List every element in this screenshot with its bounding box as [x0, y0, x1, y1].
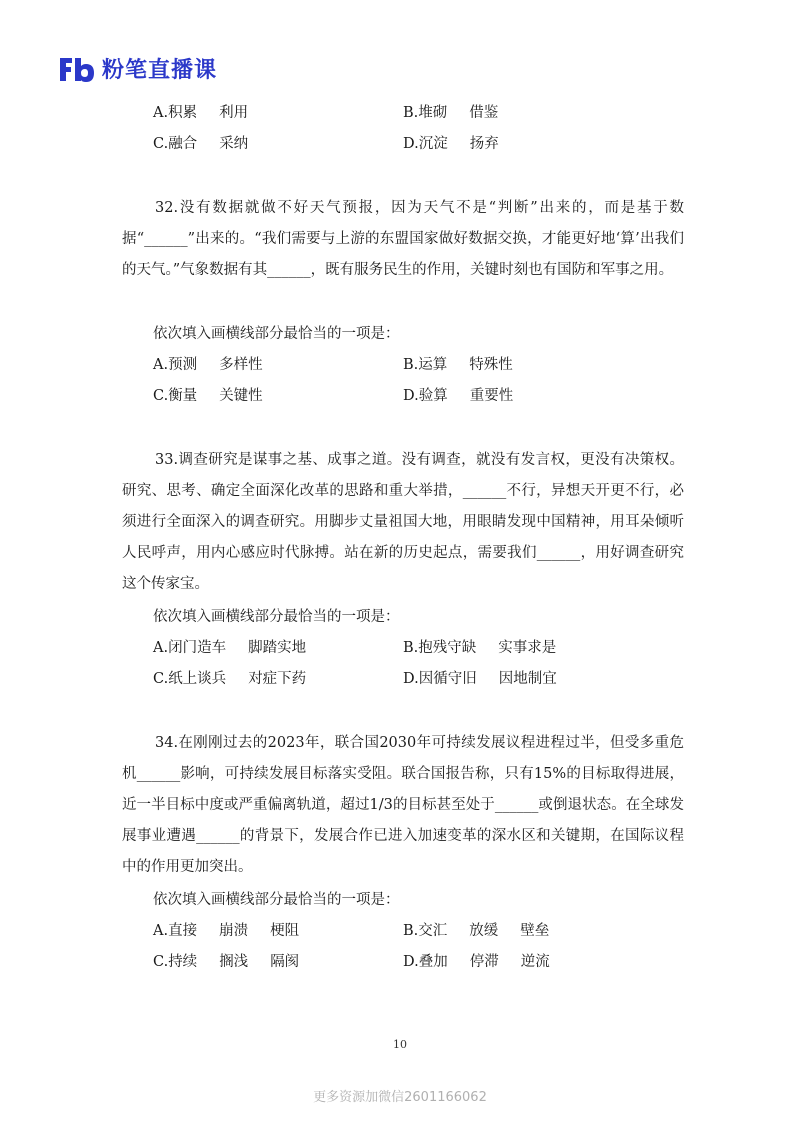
question-34-text: 34.在刚刚过去的2023年，联合国2030年可持续发展议程进程过半，但受多重危机______影响，可持续发展目标落实受阻。联合国报告称，只有15%的目标取得进展，近一半目标中度或严重偏离轨道，超过1/3的目标甚至处于______或倒退状态。在全球发展事业遭遇______的背景下，发展合作已进入加速变革的深水区和关键期，在国际议程中的作用更加突出。: [122, 735, 684, 875]
question-32: [122, 193, 684, 286]
question-34-instruction: 依次填入画横线部分最恰当的一项是：: [153, 892, 400, 908]
q34-option-a: A.直接 崩溃 梗阻: [153, 923, 300, 939]
q34-options-row-1: [153, 919, 713, 943]
q34-option-c: C.持续 搁浅 隔阂: [153, 954, 300, 970]
question-33-text: 33.调查研究是谋事之基、成事之道。没有调查，就没有发言权，更没有决策权。研究、思考、确定全面深化改革的思路和重大举措，______不行，异想天开更不行，必须进行全面深入的调查研究。用脚步丈量祖国大地，用眼睛发现中国精神，用耳朵倾听人民呼声，用内心感应时代脉搏。站在新的历史起点，需要我们______，用好调查研究这个传家宝。: [122, 452, 684, 592]
q31-option-a: A.积累 利用: [153, 105, 249, 121]
q31-options-row-2: [153, 132, 713, 156]
question-34: [122, 728, 684, 883]
q33-option-b: B.抱残守缺 实事求是: [403, 640, 557, 656]
question-33: [122, 445, 684, 600]
q32-options-row-2: [153, 384, 713, 408]
q32-option-c: C.衡量 关键性: [153, 388, 263, 404]
q33-option-c: C.纸上谈兵 对症下药: [153, 671, 307, 687]
question-32-instruction: 依次填入画横线部分最恰当的一项是：: [153, 326, 400, 342]
fenbi-fb-logo-icon: [58, 54, 96, 84]
q32-option-b: B.运算 特殊性: [403, 357, 513, 373]
watermark-text: 更多资源加微信2601166062: [313, 1090, 487, 1105]
q34-option-d: D.叠加 停滞 逆流: [403, 954, 550, 970]
brand-logo: [58, 53, 217, 84]
q31-option-d: D.沉淀 扬弃: [403, 136, 499, 152]
q33-options-row-2: [153, 667, 713, 691]
q33-option-d: D.因循守旧 因地制宜: [403, 671, 557, 687]
q31-option-b: B.堆砌 借鉴: [403, 105, 499, 121]
q34-option-b: B.交汇 放缓 壁垒: [403, 923, 550, 939]
q32-option-d: D.验算 重要性: [403, 388, 514, 404]
question-33-instruction: 依次填入画横线部分最恰当的一项是：: [153, 609, 400, 625]
q32-options-row-1: [153, 353, 713, 377]
q34-options-row-2: [153, 950, 713, 974]
q31-options-row-1: [153, 101, 713, 125]
q33-option-a: A.闭门造车 脚踏实地: [153, 640, 307, 656]
brand-name: 粉笔直播课: [102, 58, 218, 83]
q33-options-row-1: [153, 636, 713, 660]
page-number: 10: [393, 1038, 407, 1051]
q31-option-c: C.融合 采纳: [153, 136, 249, 152]
question-32-text: 32.没有数据就做不好天气预报，因为天气不是“判断”出来的，而是基于数据“______”出来的。“我们需要与上游的东盟国家做好数据交换，才能更好地‘算’出我们的天气。”气象数据有其______，既有服务民生的作用，关键时刻也有国防和军事之用。: [122, 200, 684, 278]
q32-option-a: A.预测 多样性: [153, 357, 263, 373]
